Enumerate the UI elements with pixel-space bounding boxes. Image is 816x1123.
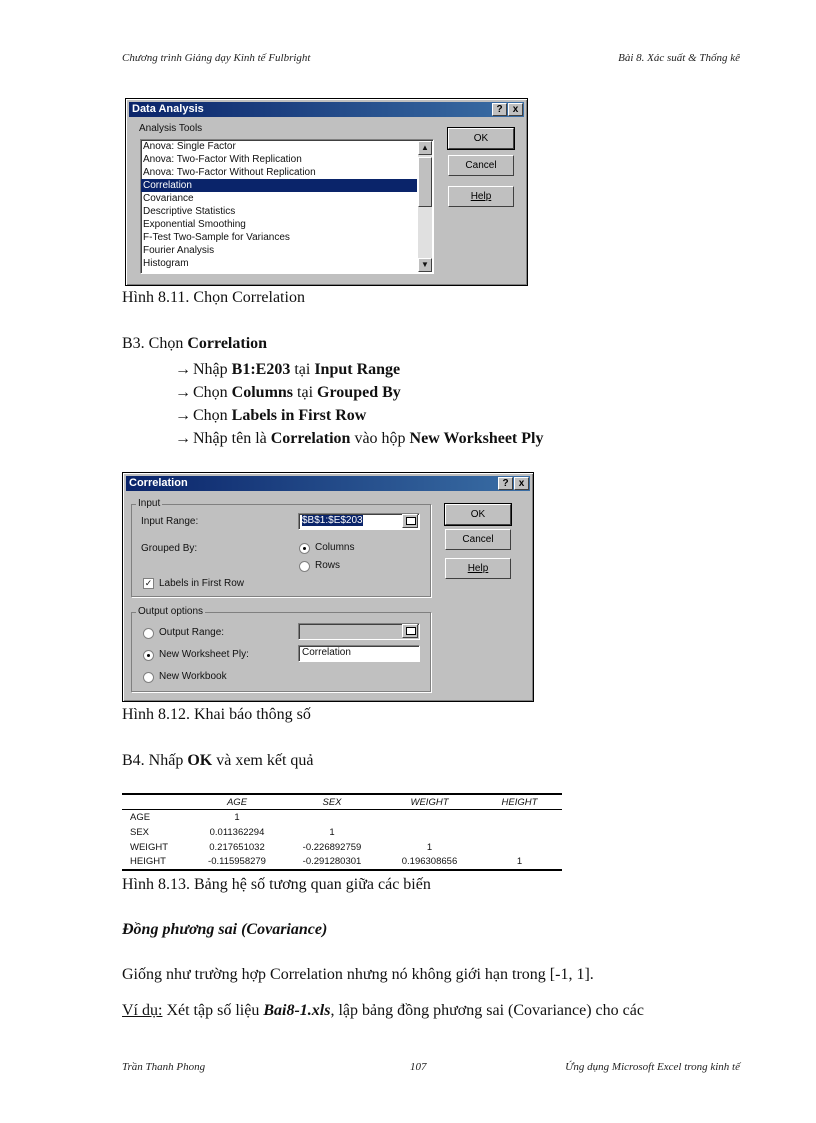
analysis-tools-label: Analysis Tools bbox=[139, 123, 203, 134]
step4-text bbox=[122, 752, 314, 770]
table-cell bbox=[477, 810, 562, 825]
text: Nhập tên là bbox=[193, 430, 271, 447]
table-cell: 1 bbox=[234, 811, 240, 823]
input-range-value: $B$1:$E$203 bbox=[302, 515, 363, 526]
ok-button[interactable]: OK bbox=[448, 128, 514, 149]
help-icon[interactable]: ? bbox=[492, 103, 507, 116]
table-cell: -0.291280301 bbox=[282, 855, 382, 870]
text: Input Range bbox=[314, 361, 401, 378]
correlation-dialog bbox=[122, 472, 534, 702]
column-header: SEX bbox=[282, 794, 382, 810]
table-cell: AGE bbox=[130, 811, 151, 823]
list-item-selected[interactable]: Correlation bbox=[141, 179, 417, 192]
table-row bbox=[122, 825, 562, 840]
text: Grouped By bbox=[317, 384, 401, 401]
text: Nhập bbox=[193, 361, 232, 378]
new-worksheet-radio[interactable] bbox=[143, 650, 154, 661]
arrow-icon: → bbox=[175, 407, 191, 424]
scroll-thumb[interactable] bbox=[418, 157, 432, 207]
arrow-icon: → bbox=[175, 361, 191, 378]
dialog-title: Data Analysis bbox=[132, 103, 204, 115]
columns-radio[interactable] bbox=[299, 543, 310, 554]
arrow-icon: → bbox=[175, 430, 191, 447]
scrollbar[interactable] bbox=[418, 141, 432, 272]
step3-bold: Correlation bbox=[187, 335, 268, 352]
footer-left: Trần Thanh Phong bbox=[122, 1061, 206, 1073]
page-number: 107 bbox=[410, 1061, 427, 1073]
column-header: AGE bbox=[192, 794, 282, 810]
new-workbook-radio[interactable] bbox=[143, 672, 154, 683]
cancel-button[interactable]: Cancel bbox=[445, 529, 511, 550]
table-cell bbox=[382, 825, 477, 840]
cancel-button[interactable]: Cancel bbox=[448, 155, 514, 176]
input-group-label: Input bbox=[138, 498, 161, 509]
text: New Worksheet Ply bbox=[409, 430, 544, 447]
correlation-table bbox=[122, 793, 562, 871]
collapse-dialog-icon[interactable] bbox=[402, 514, 418, 528]
scroll-up-icon[interactable]: ▲ bbox=[418, 141, 432, 155]
list-item[interactable]: Fourier Analysis bbox=[143, 245, 215, 256]
table-cell: 0.196308656 bbox=[382, 855, 477, 870]
text: Xét tập số liệu bbox=[162, 1002, 264, 1019]
table-cell bbox=[477, 840, 562, 855]
file-name: Bai8-1.xls bbox=[263, 1002, 331, 1019]
output-range-label: Output Range: bbox=[159, 627, 225, 638]
rows-label: Rows bbox=[315, 560, 341, 571]
table-cell: 0.217651032 bbox=[209, 841, 265, 853]
help-button[interactable] bbox=[445, 558, 511, 579]
table-row bbox=[122, 810, 562, 825]
text: B1:E203 bbox=[231, 361, 291, 378]
new-workbook-label: New Workbook bbox=[159, 671, 227, 682]
table-row bbox=[122, 840, 562, 855]
list-item bbox=[175, 404, 543, 427]
new-worksheet-field[interactable]: Correlation bbox=[298, 645, 420, 662]
table-cell: SEX bbox=[130, 826, 150, 838]
table-cell bbox=[282, 810, 382, 825]
caption-figure-8-11: Hình 8.11. Chọn Correlation bbox=[122, 289, 305, 306]
list-item[interactable]: Histogram bbox=[143, 258, 189, 269]
scroll-down-icon[interactable]: ▼ bbox=[418, 258, 432, 272]
text: B4. Nhấp bbox=[122, 752, 188, 769]
columns-label: Columns bbox=[315, 542, 355, 553]
example-label: Ví dụ: bbox=[122, 1002, 163, 1019]
paragraph: Giống như trường hợp Correlation nhưng nó không giới hạn trong [-1, 1]. bbox=[122, 966, 594, 983]
caption-figure-8-12: Hình 8.12. Khai báo thông số bbox=[122, 706, 311, 723]
text: Columns bbox=[231, 384, 294, 401]
text: Chọn bbox=[193, 407, 232, 424]
labels-first-row-checkbox[interactable]: ✓ bbox=[144, 578, 153, 588]
help-button[interactable] bbox=[448, 186, 514, 207]
paragraph bbox=[122, 1002, 742, 1020]
ok-button[interactable]: OK bbox=[445, 504, 511, 525]
help-label: Help bbox=[470, 191, 492, 202]
labels-first-row-label: Labels in First Row bbox=[159, 578, 245, 589]
table-cell: -0.115958279 bbox=[192, 855, 282, 870]
table-cell: 1 bbox=[426, 841, 433, 853]
step3-list bbox=[175, 358, 543, 450]
text: và xem kết quả bbox=[212, 752, 314, 769]
text: Labels in First Row bbox=[231, 407, 367, 424]
list-item[interactable]: Anova: Two-Factor With Replication bbox=[143, 154, 302, 165]
column-header: HEIGHT bbox=[477, 794, 562, 810]
text: tại bbox=[290, 361, 315, 378]
caption-figure-8-13: Hình 8.13. Bảng hệ số tương quan giữa các biến bbox=[122, 876, 431, 893]
column-header: WEIGHT bbox=[382, 794, 477, 810]
list-item[interactable]: F-Test Two-Sample for Variances bbox=[143, 232, 290, 243]
rows-radio[interactable] bbox=[299, 561, 310, 572]
output-range-radio[interactable] bbox=[143, 628, 154, 639]
table-cell bbox=[382, 810, 477, 825]
list-item[interactable]: Anova: Two-Factor Without Replication bbox=[143, 167, 316, 178]
help-label: Help bbox=[467, 563, 489, 574]
dialog-title-bar bbox=[129, 102, 524, 117]
table-header-row bbox=[122, 794, 562, 810]
dialog-title: Correlation bbox=[129, 477, 188, 489]
text: Chọn bbox=[193, 384, 232, 401]
data-analysis-dialog bbox=[125, 98, 528, 286]
text: vào hộp bbox=[350, 430, 410, 447]
input-range-label: Input Range: bbox=[141, 516, 199, 527]
close-icon[interactable]: x bbox=[514, 477, 529, 490]
step3-prefix: B3. Chọn bbox=[122, 335, 188, 352]
table-cell bbox=[477, 825, 562, 840]
column-header bbox=[122, 794, 192, 810]
dialog-title-bar bbox=[126, 476, 530, 491]
help-icon[interactable]: ? bbox=[498, 477, 513, 490]
list-item bbox=[175, 358, 543, 381]
table-cell: 0.011362294 bbox=[209, 826, 265, 838]
list-item bbox=[175, 381, 543, 404]
list-item[interactable]: Covariance bbox=[143, 193, 194, 204]
table-cell: WEIGHT bbox=[130, 841, 168, 853]
header-right: Bài 8. Xác suất & Thống kê bbox=[618, 52, 740, 64]
collapse-dialog-icon[interactable] bbox=[402, 624, 418, 638]
table-cell: -0.226892759 bbox=[302, 841, 362, 853]
arrow-icon: → bbox=[175, 384, 191, 401]
close-icon[interactable]: x bbox=[508, 103, 523, 116]
output-options-label: Output options bbox=[138, 606, 204, 617]
table-cell: 1 bbox=[329, 826, 335, 838]
list-item[interactable]: Descriptive Statistics bbox=[143, 206, 236, 217]
list-item[interactable]: Exponential Smoothing bbox=[143, 219, 246, 230]
text: tại bbox=[293, 384, 318, 401]
list-item bbox=[175, 427, 543, 450]
table-cell: HEIGHT bbox=[122, 855, 192, 870]
new-worksheet-label: New Worksheet Ply: bbox=[159, 649, 249, 660]
text: OK bbox=[187, 752, 213, 769]
footer-right: Ứng dụng Microsoft Excel trong kinh tế bbox=[565, 1061, 740, 1073]
text: , lập bảng đồng phương sai (Covariance) cho các bbox=[330, 1002, 644, 1019]
analysis-tools-list[interactable] bbox=[140, 139, 434, 274]
text: Correlation bbox=[270, 430, 351, 447]
grouped-by-label: Grouped By: bbox=[141, 543, 198, 554]
section-title: Đồng phương sai (Covariance) bbox=[122, 921, 328, 938]
list-item[interactable]: Anova: Single Factor bbox=[143, 141, 236, 152]
table-row bbox=[122, 855, 562, 870]
header-left: Chương trình Giảng dạy Kinh tế Fulbright bbox=[122, 52, 311, 64]
table-cell: 1 bbox=[477, 855, 562, 870]
step3-heading bbox=[122, 335, 267, 353]
